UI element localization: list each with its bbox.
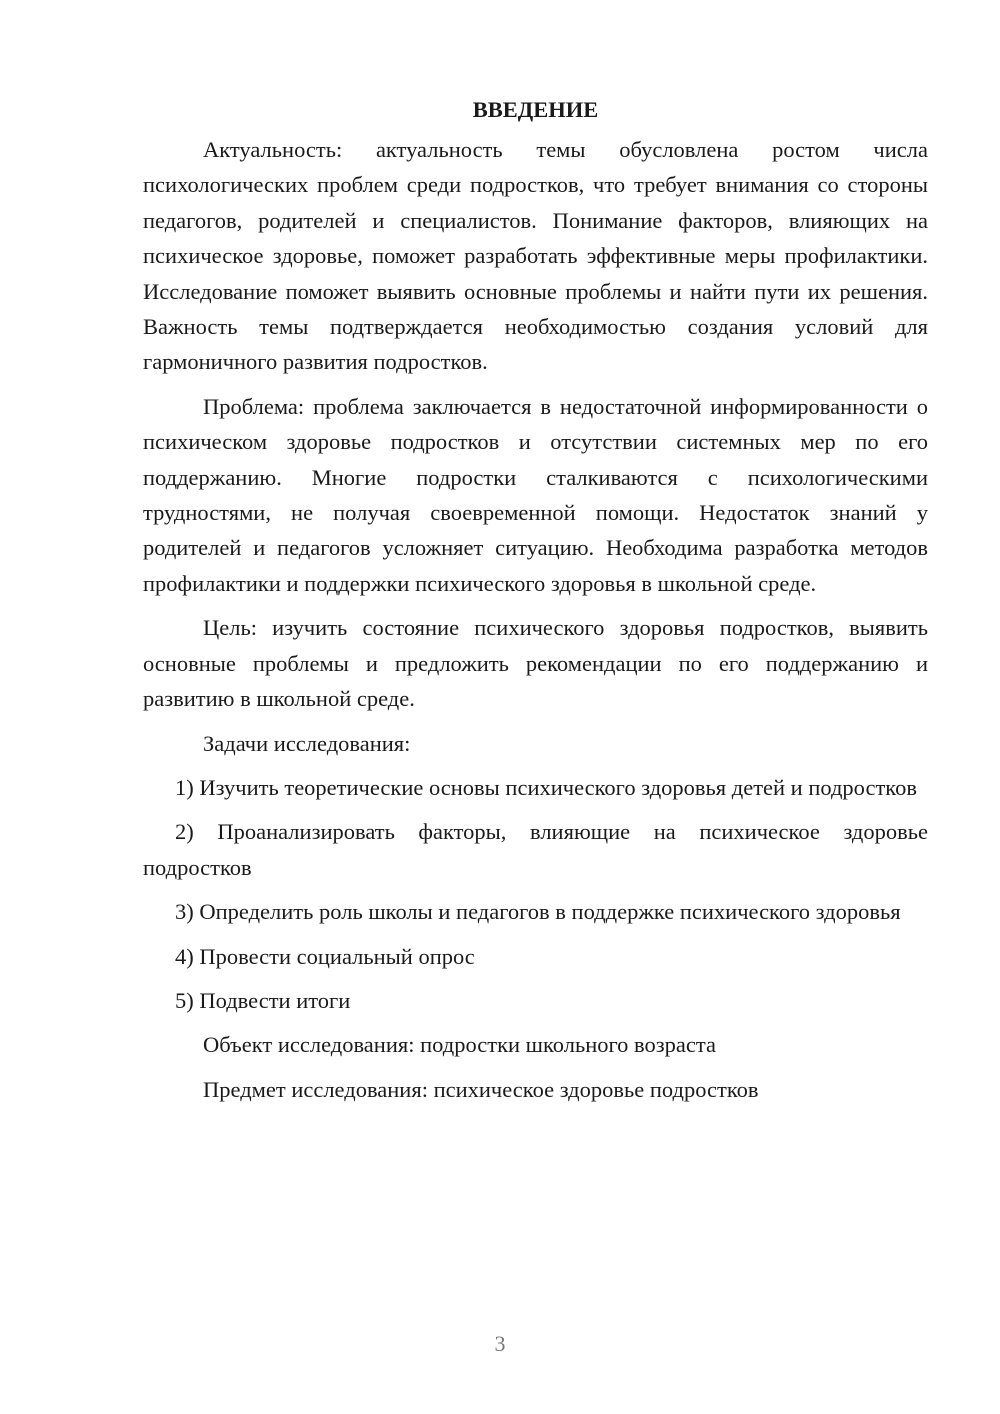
page-title: ВВЕДЕНИЕ [472, 97, 599, 122]
tasks-heading: Задачи исследования: [203, 730, 411, 756]
paragraph-relevance: Актуальность: актуальность темы обусловлена ростом числа психологических проблем среди подростков, что требует внимания со стороны педагогов, родителей и специалистов. Понимание факторов, влияющих на психическое здоровье, поможет разработать эффективные меры профилактики. Исследование поможет выявить основные проблемы и найти пути их решения. Важность темы подтверждается необходимостью создания условий для гармоничного развития подростков. [143, 137, 928, 375]
page-number: 3 [494, 1331, 506, 1356]
page-content [143, 92, 928, 1116]
task-item-1: 1) Изучить теоретические основы психического здоровья детей и подростков [175, 774, 917, 800]
paragraph-goal: Цель: изучить состояние психического здоровья подростков, выявить основные проблемы и предложить рекомендации по его поддержанию и развитию в школьной среде. [143, 615, 928, 712]
research-subject: Предмет исследования: психическое здоровье подростков [203, 1076, 759, 1102]
paragraph-problem: Проблема: проблема заключается в недостаточной информированности о психическом здоровье подростков и отсутствии системных мер по его поддержанию. Многие подростки сталкиваются с психологическими трудностями, не получая своевременной помощи. Недостаток знаний у родителей и педагогов усложняет ситуацию. Необходима разработка методов профилактики и поддержки психического здоровья в школьной среде. [143, 393, 928, 596]
task-item-2: 2) Проанализировать факторы, влияющие на психическое здоровье подростков [143, 819, 928, 880]
task-item-3: 3) Определить роль школы и педагогов в поддержке психического здоровья [175, 899, 901, 925]
research-object: Объект исследования: подростки школьного возраста [203, 1032, 716, 1058]
task-item-4: 4) Провести социальный опрос [175, 943, 475, 969]
task-item-5: 5) Подвести итоги [175, 987, 351, 1013]
